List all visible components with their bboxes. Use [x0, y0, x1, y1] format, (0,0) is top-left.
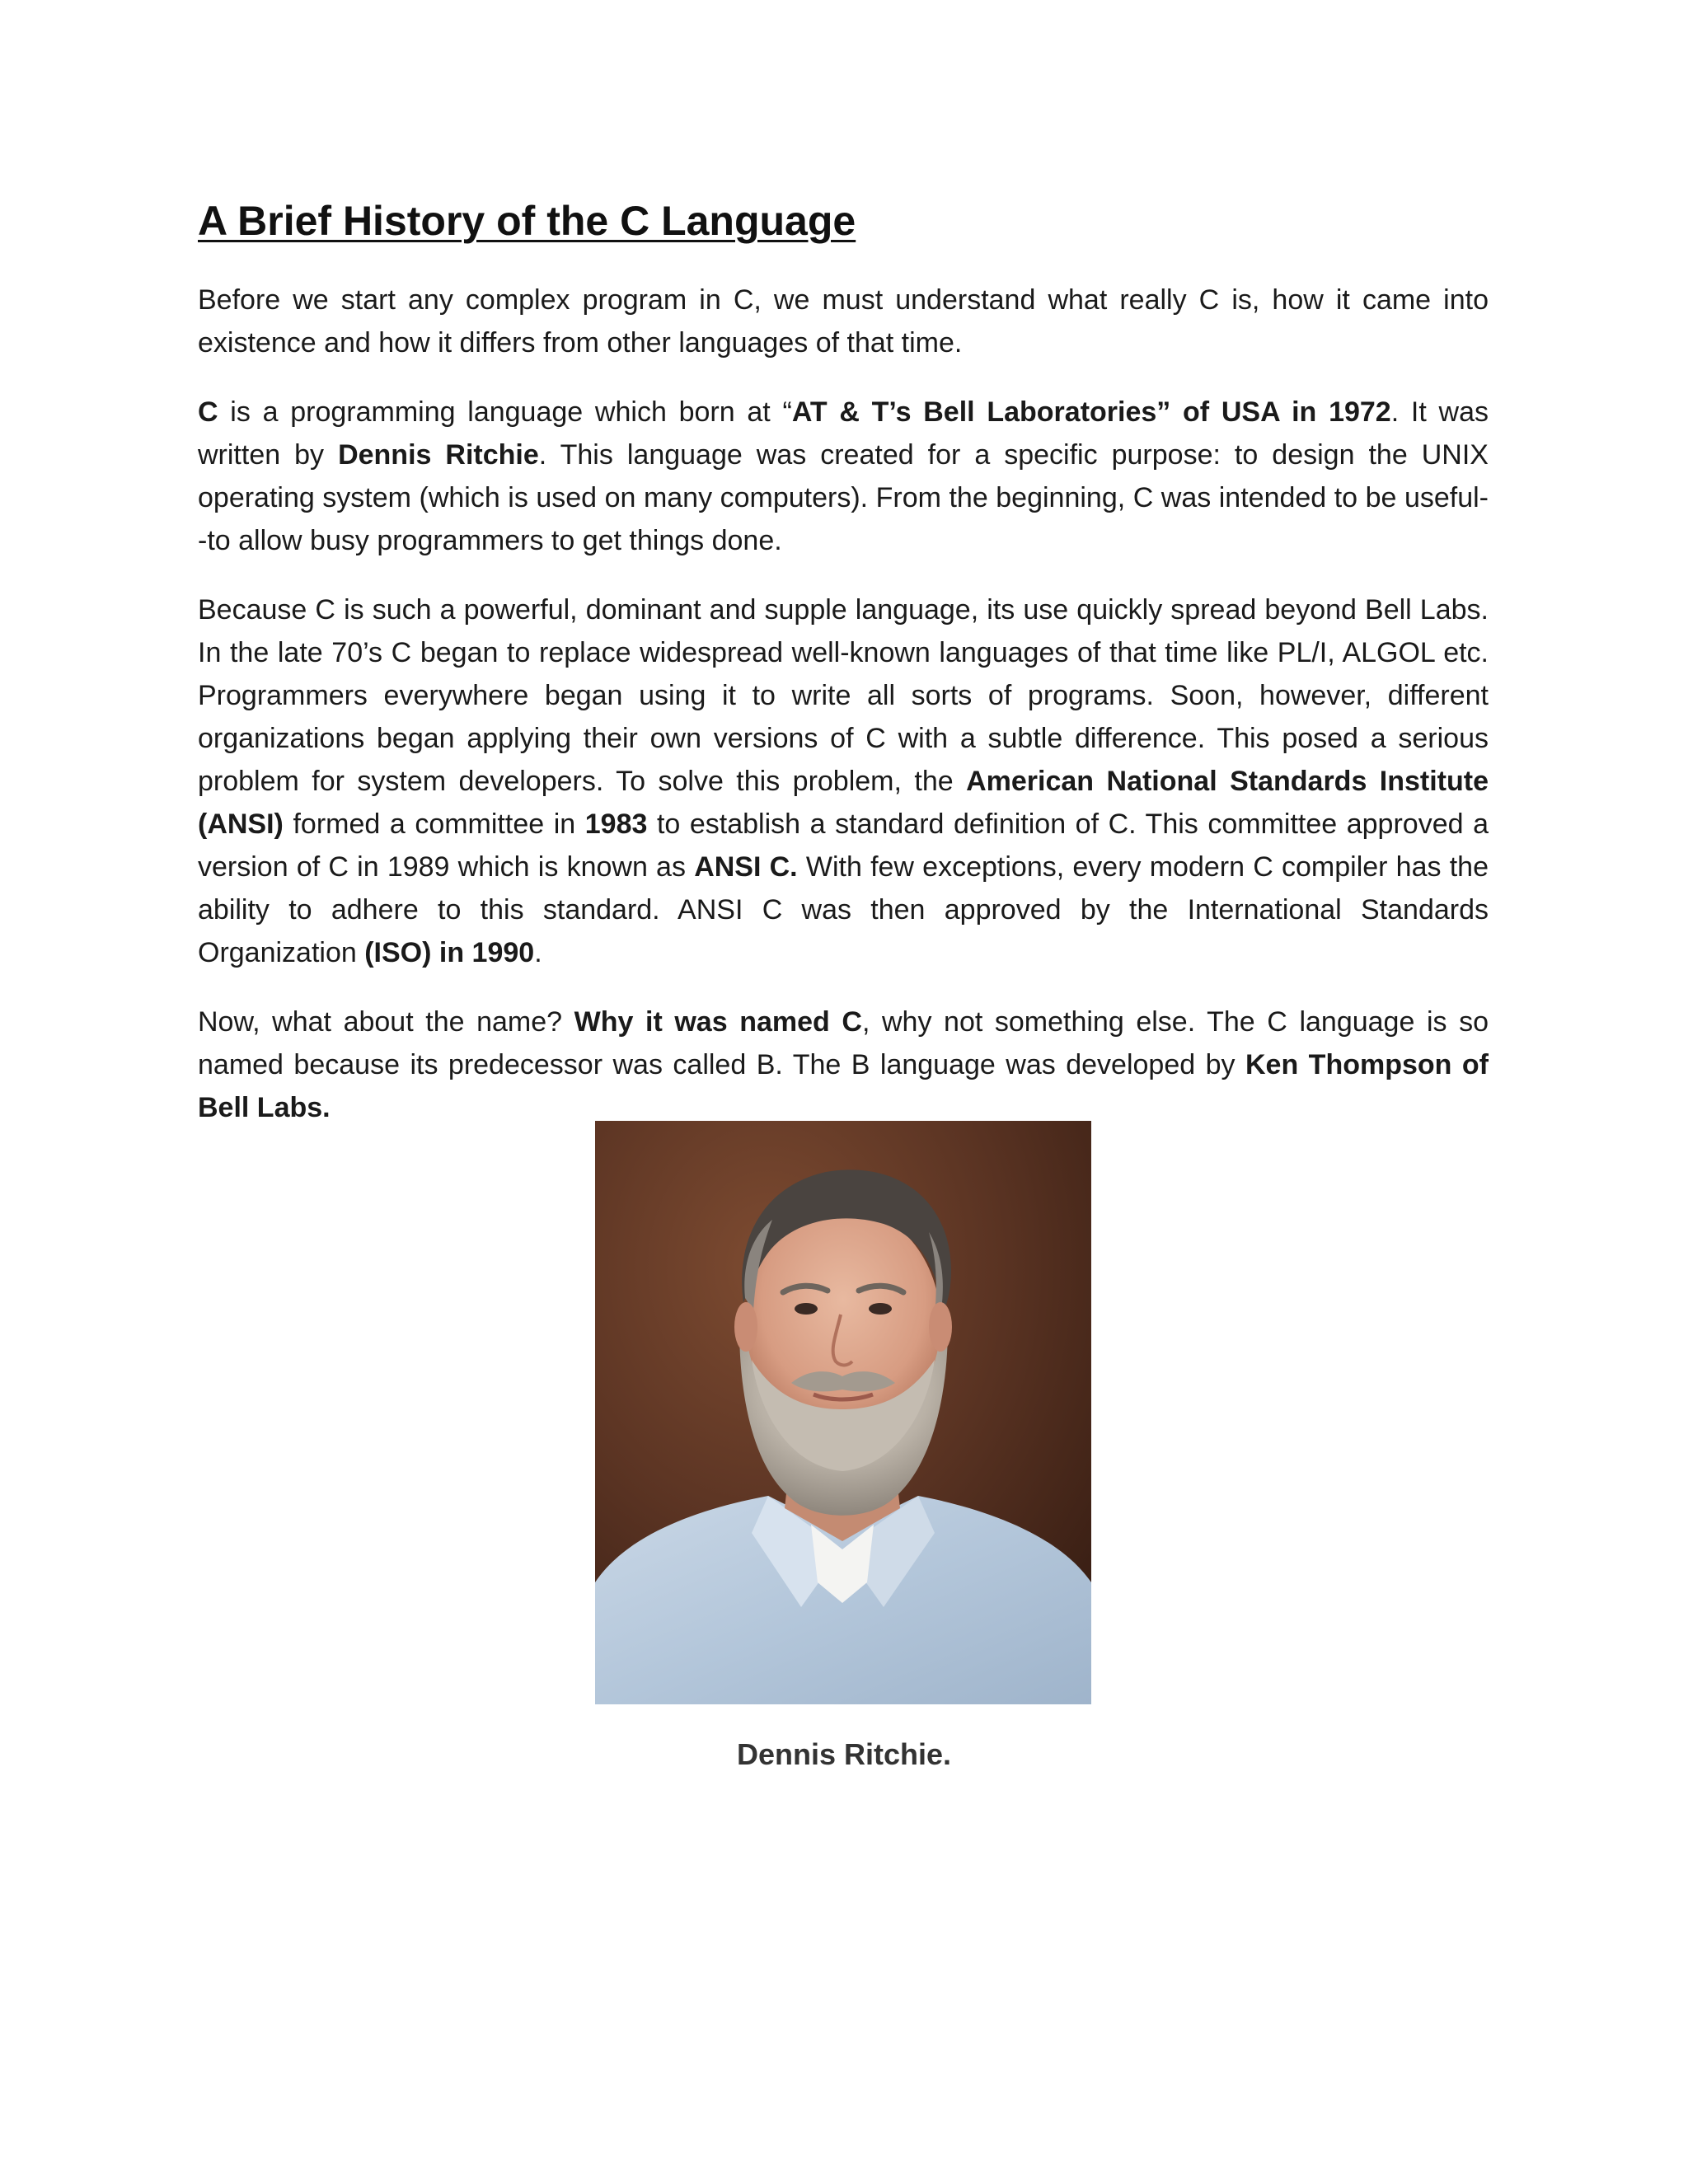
portrait-ear-left — [734, 1302, 757, 1352]
bold-ken-thompson: Ken Thompson of Bell Labs. — [198, 1049, 1489, 1123]
standard-text-4: With few exceptions, every modern C compiler has the ability to adhere to this standard. ANSI C was then approved by the International Standards Organization — [198, 851, 1489, 968]
portrait-eye-left — [795, 1303, 818, 1315]
portrait-photo — [595, 1121, 1091, 1704]
portrait-illustration — [595, 1121, 1091, 1704]
name-text-1: Now, what about the name? — [198, 1006, 574, 1038]
bold-1983: 1983 — [584, 808, 648, 840]
paragraph-name-origin — [198, 1001, 1489, 1129]
bold-ansi-institute: American National Standards Institute (ANSI) — [198, 766, 1489, 840]
portrait-eye-right — [869, 1303, 892, 1315]
bold-c: C — [198, 396, 218, 428]
paragraph-standardization — [198, 588, 1489, 974]
figure-caption: Dennis Ritchie. — [736, 1737, 952, 1771]
bold-dennis-ritchie: Dennis Ritchie — [338, 439, 539, 471]
bold-ansi-c: ANSI C. — [694, 851, 798, 883]
origin-text-1: is a programming language which born at “ — [218, 396, 792, 428]
bold-why-named-c: Why it was named C — [574, 1006, 862, 1038]
bold-iso-1990: (ISO) in 1990 — [364, 937, 535, 968]
paragraph-intro-text: Before we start any complex program in C, we must understand what really C is, how it came into existence and how it differs from other languages of that time. — [198, 284, 1489, 359]
portrait-ear-right — [929, 1302, 952, 1352]
page-title: A Brief History of the C Language — [198, 198, 856, 244]
origin-text-2: . It was written by — [198, 396, 1489, 471]
name-text-2: , why not something else. The C language is so named because its predecessor was called B. The B language was developed by — [198, 1006, 1489, 1080]
origin-text-3: . This language was created for a specific purpose: to design the UNIX operating system (which is used on many computers). From the beginning, C was intended to be useful--to allow busy programmers to get things done. — [198, 439, 1489, 556]
document-page — [198, 196, 1489, 1155]
standard-text-2: formed a committee in — [283, 808, 585, 840]
bold-bell-labs: AT & T’s Bell Laboratories” of USA in 1972 — [791, 396, 1391, 428]
paragraph-origin — [198, 391, 1489, 562]
standard-text-1: Because C is such a powerful, dominant and supple language, its use quickly spread beyond Bell Labs. In the late 70’s C began to replace widespread well-known languages of that time like PL/I, ALGOL etc. Programmers everywhere began using it to write all sorts of programs. Soon, however, different organizations began applying their own versions of C with a subtle difference. This posed a serious problem for system developers. To solve this problem, the — [198, 594, 1489, 797]
standard-text-5: . — [534, 937, 542, 968]
standard-text-3: to establish a standard definition of C. This committee approved a version of C in 1989 which is known as — [198, 808, 1489, 883]
paragraph-intro — [198, 279, 1489, 364]
